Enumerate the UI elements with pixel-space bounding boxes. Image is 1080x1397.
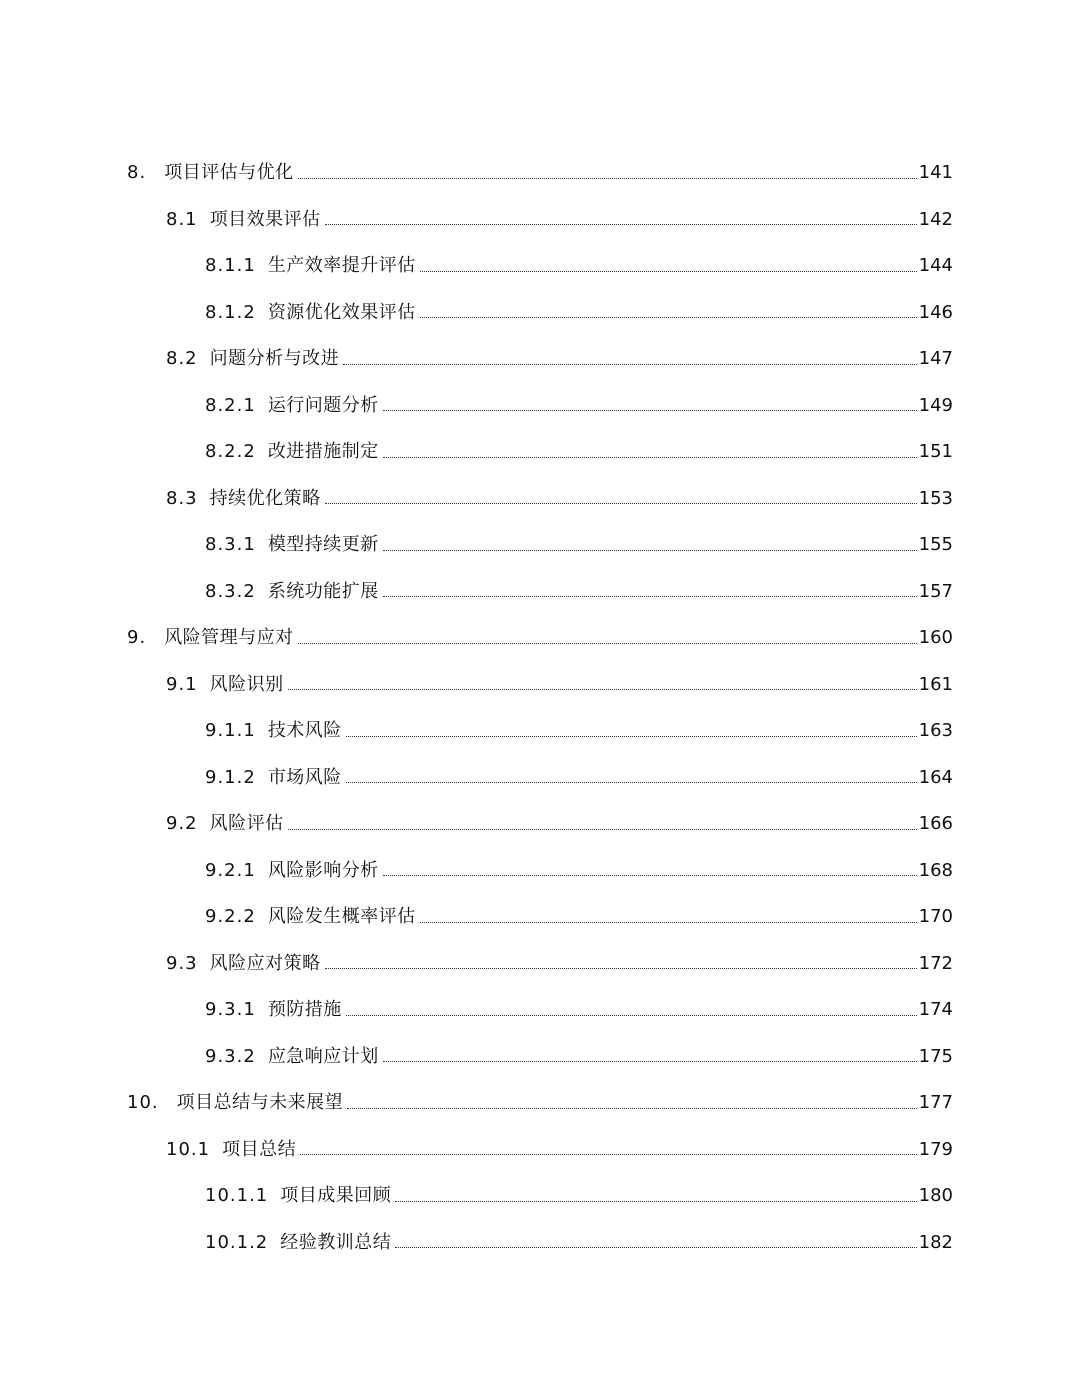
toc-entry-title: 技术风险 [267,720,342,742]
toc-entry[interactable] [0,290,1080,337]
toc-entry[interactable] [0,150,1080,197]
toc-entry-title: 项目成果回顾 [280,1185,392,1207]
toc-entry-page: 182 [918,1231,953,1253]
toc-dot-leader [395,1247,916,1248]
toc-entry-page: 175 [918,1045,953,1067]
toc-entry[interactable] [0,801,1080,848]
toc-dot-leader [300,1154,917,1155]
toc-dot-leader [383,550,917,551]
toc-entry[interactable] [0,987,1080,1034]
toc-entry-number: 9.1.1 [205,720,256,742]
toc-entry-title: 经验教训总结 [280,1231,392,1253]
toc-entry-number: 8.3.1 [205,534,256,556]
toc-entry-page: 151 [918,441,953,463]
toc-dot-leader [395,1201,916,1202]
toc-entry-title: 改进措施制定 [267,441,379,463]
toc-entry-page: 174 [918,999,953,1021]
toc-entry[interactable] [0,662,1080,709]
toc-entry[interactable] [0,383,1080,430]
toc-dot-leader [383,1061,917,1062]
toc-entry-number: 8.3 [166,487,198,509]
toc-entry-number: 9.3.2 [205,1045,256,1067]
toc-dot-leader [383,410,917,411]
toc-entry-title: 问题分析与改进 [209,348,340,370]
toc-entry[interactable] [0,197,1080,244]
toc-entry[interactable] [0,243,1080,290]
toc-entry-number: 8.2 [166,348,198,370]
toc-entry-number: 10.1 [166,1138,211,1160]
toc-entry-number: 10.1.2 [205,1231,269,1253]
toc-entry[interactable] [0,569,1080,616]
toc-entry-number: 8.2.2 [205,441,256,463]
toc-entry-page: 153 [918,487,953,509]
toc-entry-page: 164 [918,766,953,788]
toc-entry-number: 9.3.1 [205,999,256,1021]
toc-entry[interactable] [0,1080,1080,1127]
toc-entry-page: 141 [918,162,953,184]
toc-entry-page: 155 [918,534,953,556]
toc-entry-number: 8.1.2 [205,301,256,323]
toc-entry-number: 9.2 [166,813,198,835]
toc-dot-leader [325,968,917,969]
toc-entry-number: 9.2.1 [205,859,256,881]
toc-entry[interactable] [0,848,1080,895]
toc-entry-number: 9.3 [166,952,198,974]
toc-dot-leader [420,317,917,318]
toc-entry-page: 172 [918,952,953,974]
toc-dot-leader [343,364,917,365]
toc-entry-title: 项目评估与优化 [164,162,294,184]
toc-dot-leader [383,875,917,876]
toc-entry-number: 8.2.1 [205,394,256,416]
toc-dot-leader [346,1015,917,1016]
toc-entry-title: 资源优化效果评估 [267,301,416,323]
toc-dot-leader [325,224,917,225]
toc-entry[interactable] [0,476,1080,523]
toc-dot-leader [383,457,917,458]
toc-dot-leader [298,643,917,644]
toc-entry-title: 风险管理与应对 [164,627,294,649]
toc-entry[interactable] [0,615,1080,662]
toc-dot-leader [420,922,917,923]
toc-entry[interactable] [0,1127,1080,1174]
toc-entry[interactable] [0,894,1080,941]
toc-dot-leader [346,736,917,737]
toc-entry-page: 146 [918,301,953,323]
toc-entry-title: 系统功能扩展 [267,580,379,602]
toc-entry-page: 144 [918,255,953,277]
toc-entry-page: 166 [918,813,953,835]
toc-dot-leader [288,829,917,830]
toc-entry[interactable] [0,522,1080,569]
table-of-contents [0,150,1080,1266]
toc-entry-page: 168 [918,859,953,881]
toc-entry-title: 市场风险 [267,766,342,788]
toc-entry[interactable] [0,429,1080,476]
toc-entry-number: 9. [127,627,147,649]
toc-entry[interactable] [0,1220,1080,1267]
toc-entry-title: 风险发生概率评估 [267,906,416,928]
toc-entry-title: 项目总结 [222,1138,297,1160]
toc-dot-leader [346,782,917,783]
toc-entry-number: 8.1 [166,208,198,230]
toc-entry-title: 运行问题分析 [267,394,379,416]
toc-dot-leader [383,596,917,597]
toc-entry-page: 149 [918,394,953,416]
toc-entry-title: 风险评估 [209,813,284,835]
toc-entry-title: 持续优化策略 [209,487,321,509]
toc-entry-number: 9.1.2 [205,766,256,788]
toc-entry-page: 161 [918,673,953,695]
toc-entry-page: 179 [918,1138,953,1160]
toc-entry-number: 10. [127,1092,159,1114]
toc-entry[interactable] [0,941,1080,988]
toc-entry-page: 157 [918,580,953,602]
toc-entry-title: 预防措施 [267,999,342,1021]
toc-entry-number: 9.1 [166,673,198,695]
toc-dot-leader [288,689,917,690]
toc-dot-leader [347,1108,917,1109]
toc-entry-title: 生产效率提升评估 [267,255,416,277]
toc-entry-title: 模型持续更新 [267,534,379,556]
toc-entry-page: 177 [918,1092,953,1114]
toc-entry-title: 风险识别 [209,673,284,695]
toc-entry[interactable] [0,1034,1080,1081]
toc-entry-number: 10.1.1 [205,1185,269,1207]
toc-entry-number: 9.2.2 [205,906,256,928]
toc-entry-page: 142 [918,208,953,230]
toc-entry-number: 8. [127,162,147,184]
toc-entry[interactable] [0,1173,1080,1220]
toc-entry-page: 180 [918,1185,953,1207]
toc-entry-title: 项目总结与未来展望 [176,1092,344,1114]
toc-entry-title: 应急响应计划 [267,1045,379,1067]
toc-entry-title: 项目效果评估 [209,208,321,230]
toc-entry-title: 风险影响分析 [267,859,379,881]
toc-entry[interactable] [0,755,1080,802]
toc-dot-leader [298,178,917,179]
toc-entry-page: 160 [918,627,953,649]
toc-entry-number: 8.3.2 [205,580,256,602]
toc-dot-leader [420,271,917,272]
toc-entry-page: 147 [918,348,953,370]
toc-dot-leader [325,503,917,504]
toc-entry-title: 风险应对策略 [209,952,321,974]
toc-entry-page: 170 [918,906,953,928]
toc-entry-page: 163 [918,720,953,742]
toc-entry[interactable] [0,336,1080,383]
toc-entry[interactable] [0,708,1080,755]
toc-entry-number: 8.1.1 [205,255,256,277]
